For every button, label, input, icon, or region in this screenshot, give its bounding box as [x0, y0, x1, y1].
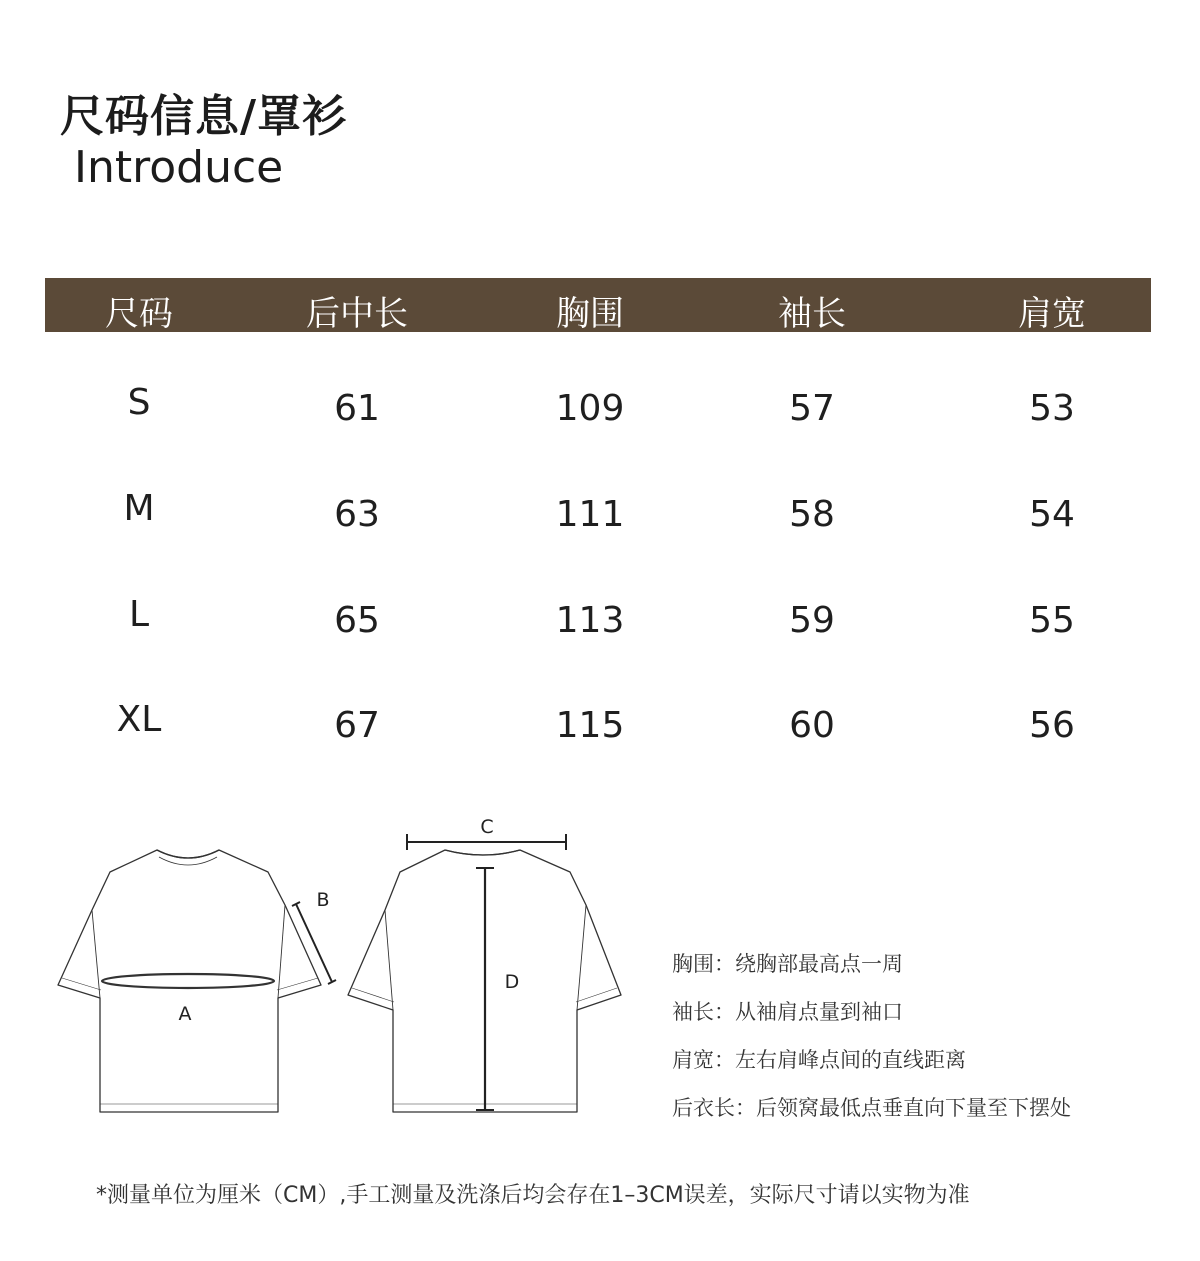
page-subtitle: Introduce: [74, 142, 284, 193]
size-cell: M: [123, 488, 155, 529]
chest-cell: 111: [555, 494, 625, 535]
label-b: B: [316, 889, 330, 911]
shoulder-width-cell: 53: [1029, 388, 1075, 429]
sleeve-length-cell: 60: [789, 705, 835, 746]
column-header-chest: 胸围: [556, 294, 624, 334]
chest-cell: 109: [555, 388, 625, 429]
table-row: [0, 488, 1200, 554]
page-title: 尺码信息/罩衫: [60, 91, 348, 142]
label-d: D: [504, 971, 520, 993]
measurement-notes: [672, 950, 1071, 1142]
front-shirt-illustration: [58, 850, 321, 1112]
shoulder-width-cell: 56: [1029, 705, 1075, 746]
column-header-sleeve-length: 袖长: [778, 294, 846, 334]
back-length-cell: 67: [334, 705, 380, 746]
note-back-length: 后衣长：后领窝最低点垂直向下量至下摆处: [672, 1096, 1071, 1120]
back-length-cell: 63: [334, 494, 380, 535]
shoulder-width-cell: 55: [1029, 600, 1075, 641]
size-cell: S: [127, 382, 151, 423]
size-cell: L: [128, 594, 150, 635]
sleeve-length-cell: 58: [789, 494, 835, 535]
chest-measure-line: [102, 974, 274, 988]
back-length-cell: 61: [334, 388, 380, 429]
sleeve-length-cell: 59: [789, 600, 835, 641]
table-row: [0, 699, 1200, 765]
measurement-diagram: [0, 800, 660, 1130]
column-header-back-length: 后中长: [306, 294, 408, 334]
back-length-cell: 65: [334, 600, 380, 641]
table-row: [0, 594, 1200, 660]
chest-cell: 113: [555, 600, 625, 641]
measurement-disclaimer: *测量单位为厘米（CM）,手工测量及洗涤后均会存在1–3CM误差，实际尺寸请以实物为准: [96, 1183, 970, 1208]
sleeve-length-cell: 57: [789, 388, 835, 429]
table-row: [0, 382, 1200, 448]
note-sleeve-length: 袖长：从袖肩点量到袖口: [672, 1000, 903, 1024]
column-header-shoulder-width: 肩宽: [1018, 294, 1086, 334]
size-table-header: [45, 278, 1151, 332]
note-chest: 胸围：绕胸部最高点一周: [672, 952, 903, 976]
label-c: C: [480, 816, 494, 838]
size-cell: XL: [116, 699, 162, 740]
note-shoulder-width: 肩宽：左右肩峰点间的直线距离: [672, 1048, 966, 1072]
chest-cell: 115: [555, 705, 625, 746]
shoulder-width-cell: 54: [1029, 494, 1075, 535]
column-header-size: 尺码: [105, 294, 173, 334]
label-a: A: [178, 1003, 192, 1025]
